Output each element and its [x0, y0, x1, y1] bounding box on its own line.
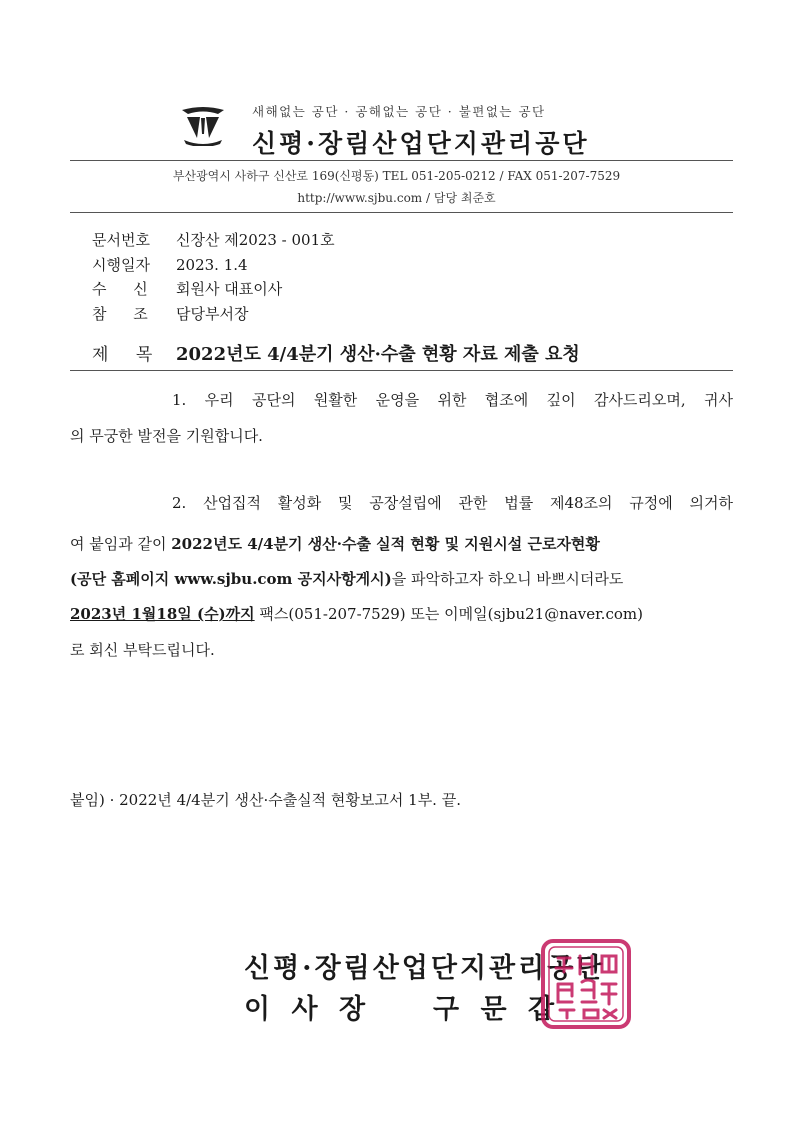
recipient-label: 수 신: [92, 280, 148, 298]
date-value: 2023. 1.4: [176, 256, 248, 274]
body-p2-line3: [70, 568, 733, 589]
footer-ceo: [244, 987, 560, 1026]
body-p2-line2: [70, 533, 733, 554]
attachment-line: 붙임) · 2022년 4/4분기 생산·수출실적 현황보고서 1부. 끝.: [70, 791, 461, 809]
doc-number-label: 문서번호: [92, 231, 150, 249]
header-divider-top: [70, 160, 733, 161]
doc-number-value: 신장산 제2023 - 001호: [176, 231, 335, 249]
org-motto: 새해없는 공단 · 공해없는 공단 · 불편없는 공단: [252, 104, 546, 119]
date-row: [92, 254, 248, 275]
org-address: 부산광역시 사하구 신산로 169(신평동) TEL 051-205-0212 / FAX 051-207-7529: [172, 169, 621, 183]
ceo-name: 구 문 갑: [433, 994, 561, 1025]
org-title: 신평·장림산업단지관리공단: [252, 129, 590, 158]
date-label: 시행일자: [92, 256, 150, 274]
subject-divider: [70, 370, 733, 371]
doc-number-row: [92, 229, 335, 250]
org-logo-icon: [178, 104, 228, 146]
official-seal-icon: [540, 938, 632, 1030]
body-p2-line2-bold: 2022년도 4/4분기 생산·수출 실적 현황 및 지원시설 근로자현황: [171, 535, 600, 553]
body-p2-line1: 2. 산업집적 활성화 및 공장설립에 관한 법률 제48조의 규정에 의거하: [172, 494, 733, 512]
deadline-date: 2023년 1월18일 (수)까지: [70, 605, 255, 623]
body-p1-line1: 1. 우리 공단의 원활한 운영을 위한 협조에 깊이 감사드리오며, 귀사: [172, 391, 733, 409]
body-p2-line3-bold: (공단 홈페이지 www.sjbu.com 공지사항게시): [70, 570, 392, 588]
body-p2-line2-text: 여 붙임과 같이: [70, 535, 172, 553]
reference-value: 담당부서장: [176, 305, 249, 323]
body-p2-line4: [70, 603, 733, 624]
body-p2-line3-text: 을 파악하고자 하오니 바쁘시더라도: [391, 570, 624, 588]
reference-label: 참 조: [92, 305, 148, 323]
footer-org-name: 신평·장림산업단지관리공단: [244, 953, 606, 984]
recipient-value: 회원사 대표이사: [176, 280, 283, 298]
ceo-title: 이 사 장: [244, 994, 372, 1025]
reference-row: [92, 303, 248, 324]
org-web-contact: http://www.sjbu.com / 담당 최준호: [297, 191, 496, 205]
subject-label: 제 목: [92, 345, 153, 365]
body-p1-line2: 의 무궁한 발전을 기원합니다.: [70, 427, 263, 445]
body-p2-line5: 로 회신 부탁드립니다.: [70, 641, 215, 659]
recipient-row: [92, 278, 282, 299]
subject-row: [92, 340, 580, 366]
body-p2-line4-text: 팩스(051-207-7529) 또는 이메일(sjbu21@naver.com): [254, 605, 643, 623]
subject-value: 2022년도 4/4분기 생산·수출 현황 자료 제출 요청: [176, 344, 580, 365]
header-divider-bottom: [70, 212, 733, 213]
